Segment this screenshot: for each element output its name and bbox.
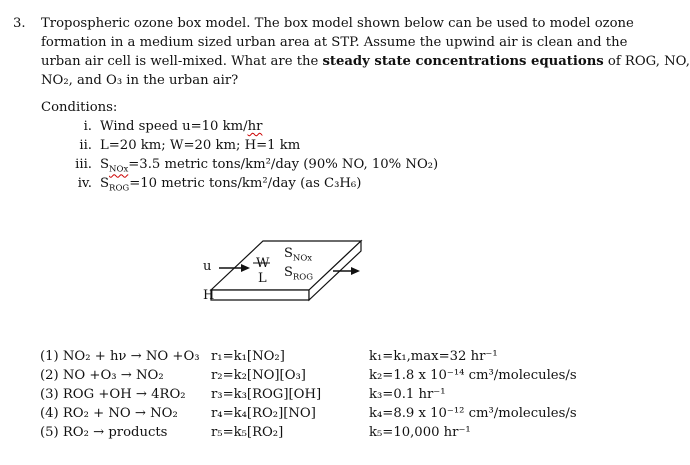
s-rog-label: $S_{ROG}$ [284,265,314,283]
condition-subscript: ROG [109,183,130,194]
reaction-equation: (4) RO₂ + NO → NO₂ [40,406,178,421]
condition-text: L=20 km; W=20 km; H=1 km [100,138,301,153]
reaction-equation: (3) ROG +OH → 4RO₂ [40,387,186,402]
condition-roman: i. [83,119,92,134]
condition-subscript: NOx [109,164,129,175]
l-label: L [258,271,267,286]
rate-constant: k₂=1.8 x 10⁻¹⁴ cm³/molecules/s [369,368,577,383]
rate-constant: k₃=0.1 hr⁻¹ [369,387,446,402]
reaction-equation: (2) NO +O₃ → NO₂ [40,368,164,383]
reaction-rate: r₅=k₅[RO₂] [211,425,284,440]
question-line-1: Tropospheric ozone box model. The box model shown below can be used to model ozone [41,16,634,31]
condition-text-squiggle: hr [247,119,263,134]
condition-text: Wind speed u=10 km/ [100,119,248,134]
u-label: u [203,259,212,274]
condition-text: S [100,176,110,191]
h-label: H [203,288,215,303]
s-nox-label: $S_{NOx}$ [284,246,313,264]
question-bold-phrase: steady state concentrations equations [322,54,604,69]
condition-text: =3.5 metric tons/km²/day (90% NO, 10% NO₂) [128,157,439,172]
condition-roman: iv. [77,176,92,191]
box-front-face [211,290,309,300]
w-label: W [256,256,270,271]
condition-roman: iii. [75,157,92,172]
rate-constant: k₁=k₁,max=32 hr⁻¹ [369,349,498,364]
condition-roman: ii. [79,138,92,153]
reaction-rate: r₂=k₂[NO][O₃] [211,368,306,383]
reaction-equation: (5) RO₂ → products [40,425,168,440]
question-line-4: NO₂, and O₃ in the urban air? [41,73,239,88]
reaction-equation: (1) NO₂ + hν → NO +O₃ [40,349,200,364]
condition-text: =10 metric tons/km²/day (as C₃H₆) [129,176,362,191]
question-number: 3. [13,16,26,31]
question-line-3-end: of ROG, NO, [603,54,690,69]
question-line-2: formation in a medium sized urban area at STP. Assume the upwind air is clean and the [41,35,628,50]
rate-constant: k₅=10,000 hr⁻¹ [369,425,471,440]
reaction-rate: r₁=k₁[NO₂] [211,349,285,364]
conditions-heading: Conditions: [41,100,118,115]
question-line-3-start: urban air cell is well-mixed. What are the [41,54,323,69]
reaction-rate: r₃=k₃[ROG][OH] [211,387,322,402]
condition-text: S [100,157,110,172]
outflow-arrow-head [351,267,360,275]
rate-constant: k₄=8.9 x 10⁻¹² cm³/molecules/s [369,406,577,421]
reaction-rate: r₄=k₄[RO₂][NO] [211,406,316,421]
